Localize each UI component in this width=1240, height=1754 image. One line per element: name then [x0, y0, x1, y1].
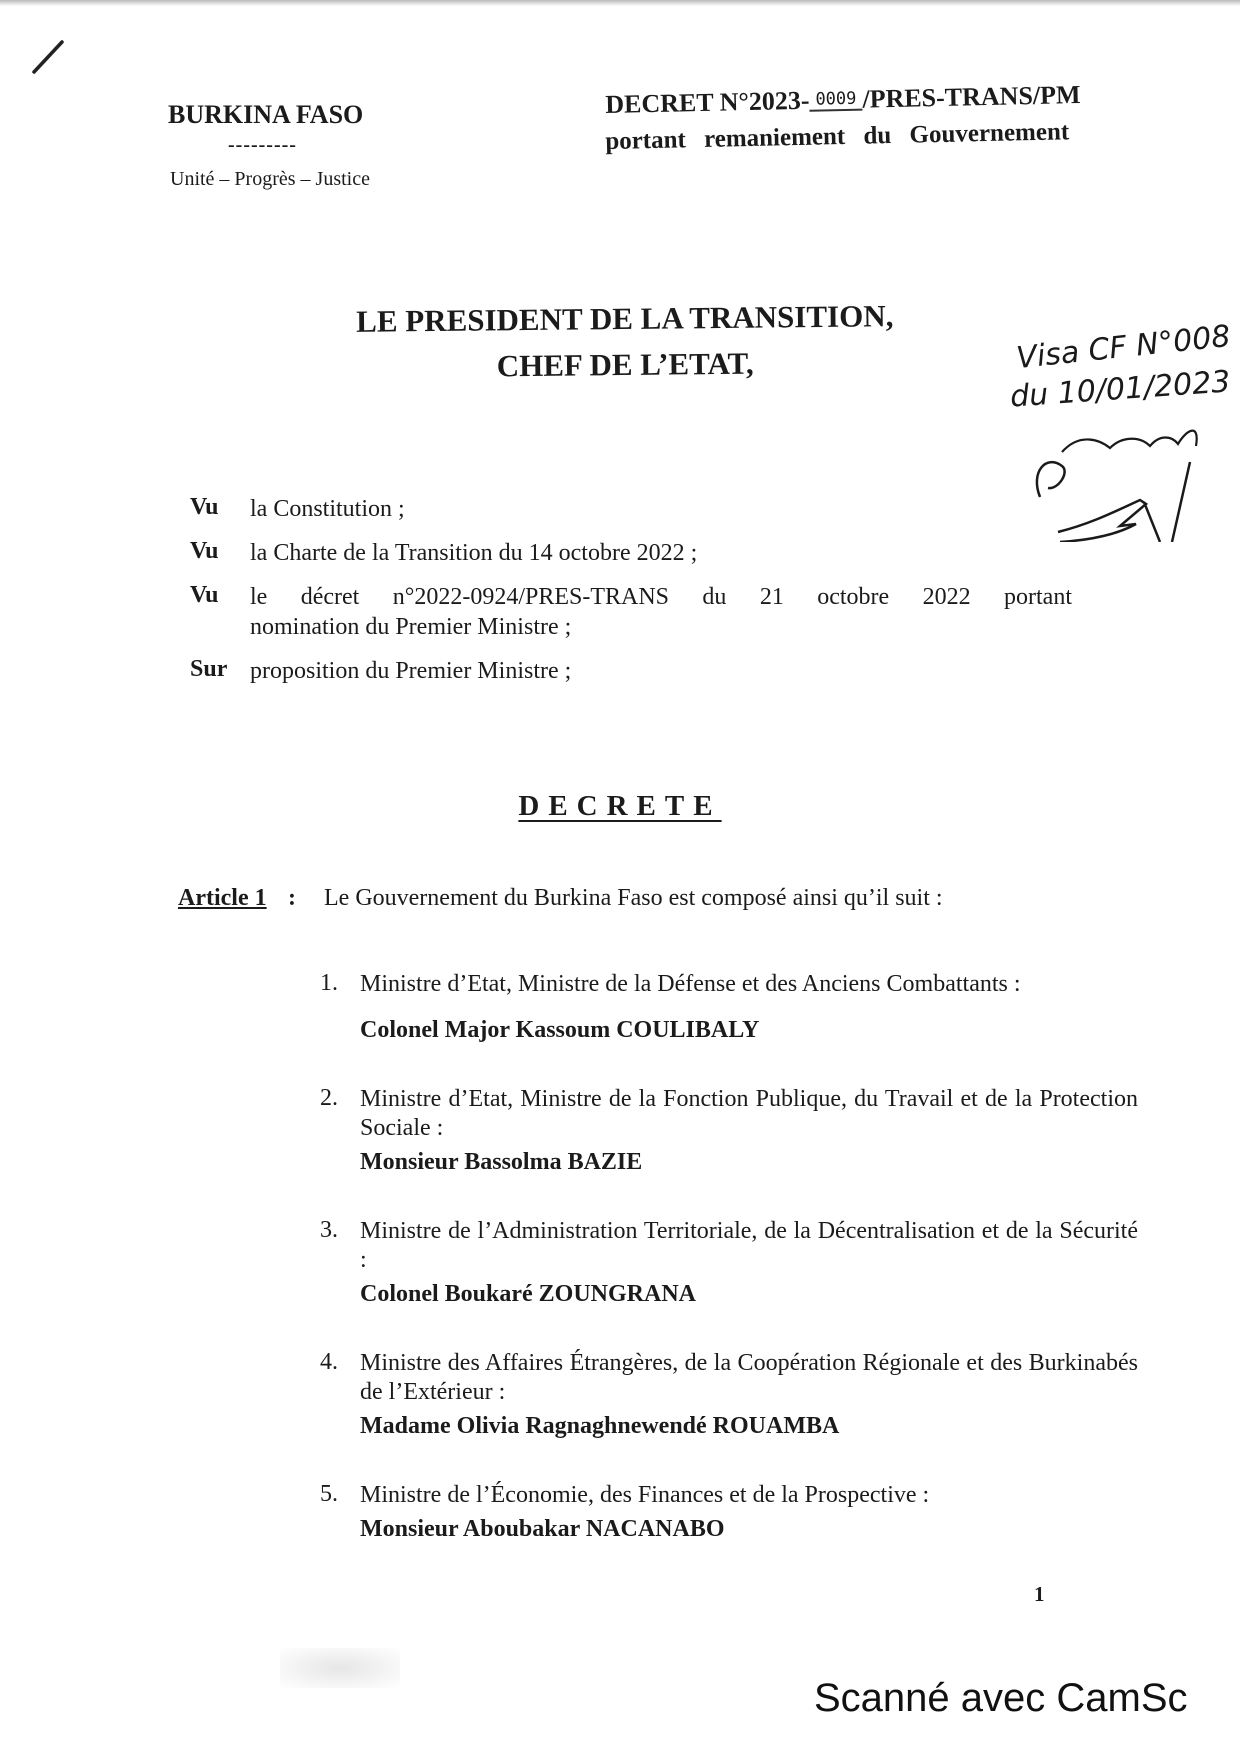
authority-line-1: LE PRESIDENT DE LA TRANSITION, [355, 298, 894, 339]
visa-line-1: Visa CF N°008 [1014, 318, 1233, 377]
minister-name: Colonel Boukaré ZOUNGRANA [360, 1281, 697, 1307]
consideration-item [190, 656, 1080, 686]
header-separator: --------- [228, 134, 297, 156]
ministry-title: Ministre des Affaires Étrangères, de la Coopération Régionale et des Burkinabés de l’Extérieur : [360, 1350, 1138, 1405]
ministers-list [320, 970, 1138, 1584]
item-number: 5. [320, 1481, 338, 1507]
scanner-watermark: Scanné avec CamSc [814, 1676, 1188, 1720]
scan-edge-shadow [0, 0, 1240, 6]
list-item [320, 1217, 1138, 1309]
decree-suffix: /PRES-TRANS/PM [862, 80, 1081, 114]
considerations-list [190, 494, 1080, 700]
list-item [320, 1481, 1138, 1544]
decree-number-fill: 0009 [809, 89, 862, 112]
ministry-title: Ministre d’Etat, Ministre de la Défense et des Anciens Combattants : [360, 971, 1021, 997]
consideration-keyword: Sur [190, 656, 228, 682]
item-number: 4. [320, 1349, 338, 1375]
scan-smudge [280, 1648, 400, 1688]
consideration-text-line-1: le décret n°2022-0924/PRES-TRANS du 21 octobre 2022 portant [250, 584, 1072, 610]
consideration-text: la Constitution ; [250, 496, 405, 522]
decree-prefix: DECRET N°2023- [605, 85, 810, 119]
decree-subject: portant remaniement du Gouvernement [605, 118, 1070, 155]
consideration-keyword: Vu [190, 494, 219, 520]
consideration-item [190, 494, 1080, 524]
country-name: BURKINA FASO [168, 100, 364, 129]
consideration-keyword: Vu [190, 582, 219, 608]
article-1 [178, 885, 1128, 912]
authority-line-2: CHEF DE L’ETAT, [496, 345, 754, 384]
decrete-heading: DECRETE [518, 790, 722, 822]
ministry-title: Ministre d’Etat, Ministre de la Fonction Publique, du Travail et de la Protection Sociale : [360, 1086, 1138, 1141]
visa-line-2: du 10/01/2023 [1009, 364, 1232, 415]
national-motto: Unité – Progrès – Justice [170, 168, 370, 190]
item-number: 2. [320, 1085, 338, 1111]
decree-title [605, 80, 1081, 120]
list-item [320, 970, 1138, 1045]
minister-name: Monsieur Aboubakar NACANABO [360, 1516, 725, 1542]
consideration-text: la Charte de la Transition du 14 octobre 2022 ; [250, 540, 698, 566]
article-label: Article 1 [178, 885, 267, 911]
consideration-text: proposition du Premier Ministre ; [250, 658, 572, 684]
article-text: Le Gouvernement du Burkina Faso est composé ainsi qu’il suit : [324, 885, 943, 911]
item-number: 3. [320, 1217, 338, 1243]
consideration-keyword: Vu [190, 538, 219, 564]
consideration-text-line-2: nomination du Premier Ministre ; [250, 614, 572, 640]
issuing-authority [300, 293, 951, 392]
minister-name: Colonel Major Kassoum COULIBALY [360, 1017, 760, 1043]
consideration-item [190, 538, 1080, 568]
page-number: 1 [1034, 1582, 1045, 1606]
pen-stroke-mark [28, 30, 76, 78]
list-item [320, 1085, 1138, 1177]
list-item [320, 1349, 1138, 1441]
ministry-title: Ministre de l’Économie, des Finances et de la Prospective : [360, 1482, 930, 1508]
ministry-title: Ministre de l’Administration Territoriale, de la Décentralisation et de la Sécurité : [360, 1218, 1138, 1273]
consideration-item [190, 582, 1080, 642]
minister-name: Madame Olivia Ragnaghnewendé ROUAMBA [360, 1413, 840, 1439]
item-number: 1. [320, 970, 338, 996]
article-colon: : [288, 885, 296, 911]
consideration-text [250, 582, 1072, 642]
minister-name: Monsieur Bassolma BAZIE [360, 1149, 643, 1175]
